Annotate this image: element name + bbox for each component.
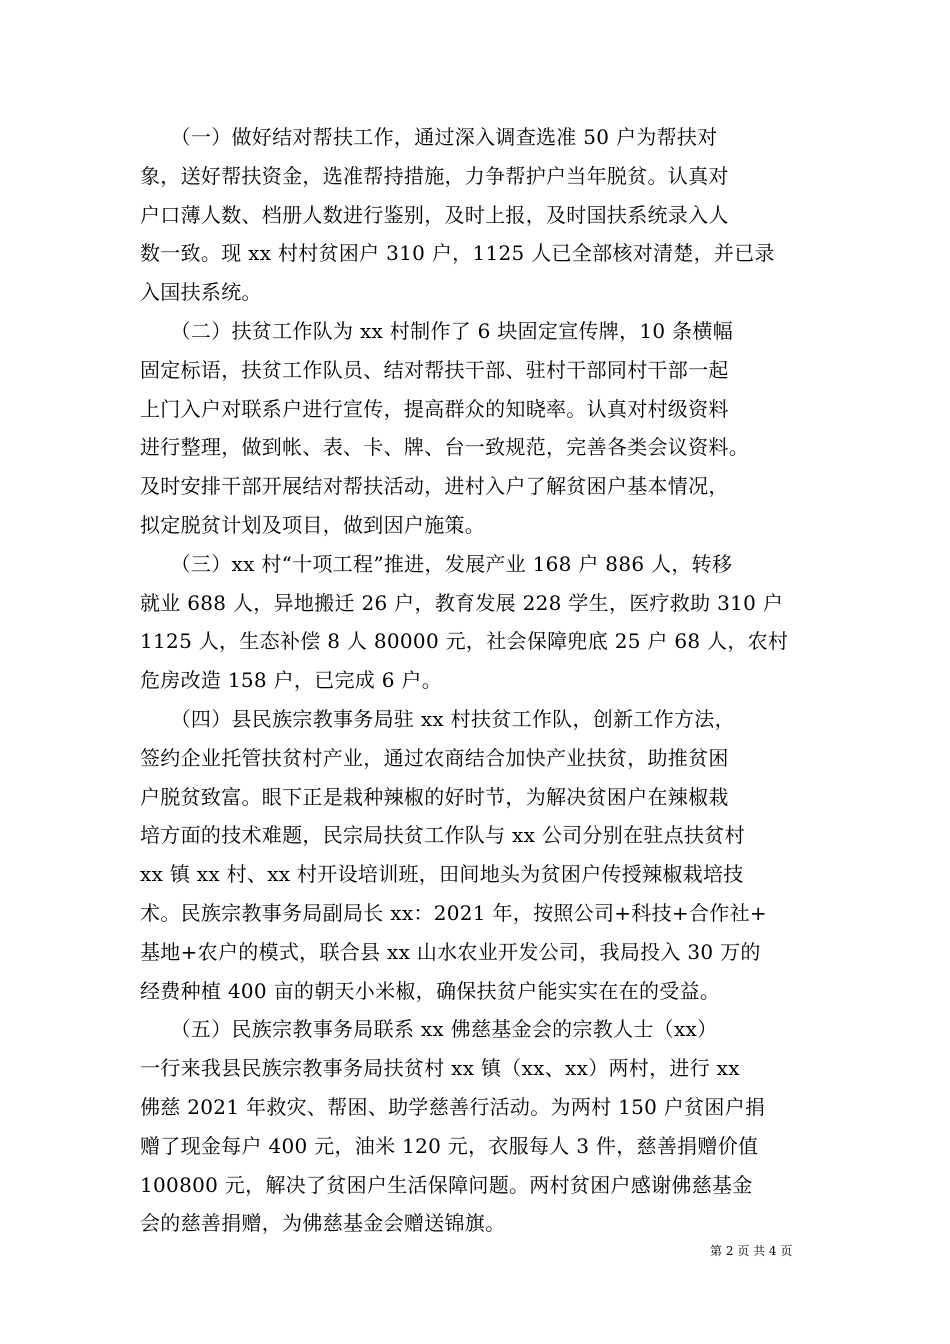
text-line: 就业 688 人，异地搬迁 26 户，教育发展 228 学生，医疗救助 310 户: [140, 590, 784, 615]
text-line: 100800 元，解决了贫困户生活保障问题。两村贫困户感谢佛慈基金: [140, 1172, 753, 1197]
text-line: 佛慈 2021 年救灾、帮困、助学慈善行活动。为两村 150 户贫困户捐: [140, 1094, 766, 1119]
text-line: 基地+农户的模式，联合县 xx 山水农业开发公司，我局投入 30 万的: [140, 939, 761, 964]
text-line: 术。民族宗教事务局副局长 xx：2021 年，按照公司+科技+合作社+: [140, 900, 767, 925]
text-line: 上门入户对联系户进行宣传，提高群众的知晓率。认真对村级资料: [140, 396, 729, 421]
text-line: 赠了现金每户 400 元，油米 120 元，衣服每人 3 件，慈善捐赠价值: [140, 1133, 759, 1158]
text-line: 危房改造 158 户，已完成 6 户。: [140, 668, 443, 693]
text-line: （四）县民族宗教事务局驻 xx 村扶贫工作队，创新工作方法，: [140, 706, 735, 731]
text-line: 进行整理，做到帐、表、卡、牌、台一致规范，完善各类会议资料。: [140, 435, 749, 460]
text-line: 户脱贫致富。眼下正是栽种辣椒的好时节，为解决贫困户在辣椒栽: [140, 784, 729, 809]
text-line: 入国扶系统。: [140, 280, 262, 305]
text-line: 培方面的技术难题，民宗局扶贫工作队与 xx 公司分别在驻点扶贫村: [140, 823, 745, 848]
text-line: 户口薄人数、档册人数进行鉴别，及时上报，及时国扶系统录入人: [140, 202, 729, 227]
text-line: 1125 人，生态补偿 8 人 80000 元，社会保障兜底 25 户 68 人，农村: [140, 629, 789, 654]
page-number-footer: 第 2 页 共 4 页: [710, 1244, 793, 1258]
text-line: （二）扶贫工作队为 xx 村制作了 6 块固定宣传牌，10 条横幅: [140, 318, 734, 343]
text-line: 固定标语，扶贫工作队员、结对帮扶干部、驻村干部同村干部一起: [140, 357, 729, 382]
text-line: 象，送好帮扶资金，选准帮持措施，力争帮护户当年脱贫。认真对: [140, 163, 729, 188]
text-line: 及时安排干部开展结对帮扶活动，进村入户了解贫困户基本情况，: [140, 474, 729, 499]
text-line: 签约企业托管扶贫村产业，通过农商结合加快产业扶贫，助推贫困: [140, 745, 729, 770]
text-line: （三）xx 村“十项工程”推进，发展产业 168 户 886 人，转移: [140, 551, 733, 576]
text-line: 经费种植 400 亩的朝天小米椒，确保扶贫户能实实在在的受益。: [140, 978, 721, 1003]
text-line: 一行来我县民族宗教事务局扶贫村 xx 镇（xx、xx）两村，进行 xx: [140, 1056, 740, 1081]
text-line: （一）做好结对帮扶工作，通过深入调查选准 50 户为帮扶对: [140, 125, 718, 149]
text-line: （五）民族宗教事务局联系 xx 佛慈基金会的宗教人士（xx）: [140, 1017, 718, 1042]
text-line: 数一致。现 xx 村村贫困户 310 户，1125 人已全部核对清楚，并已录: [140, 241, 775, 266]
text-line: 拟定脱贫计划及项目，做到因户施策。: [140, 512, 486, 537]
document-body: [140, 118, 810, 1243]
text-line: 会的慈善捐赠，为佛慈基金会赠送锦旗。: [140, 1211, 506, 1236]
text-line: xx 镇 xx 村、xx 村开设培训班，田间地头为贫困户传授辣椒栽培技: [140, 862, 744, 887]
